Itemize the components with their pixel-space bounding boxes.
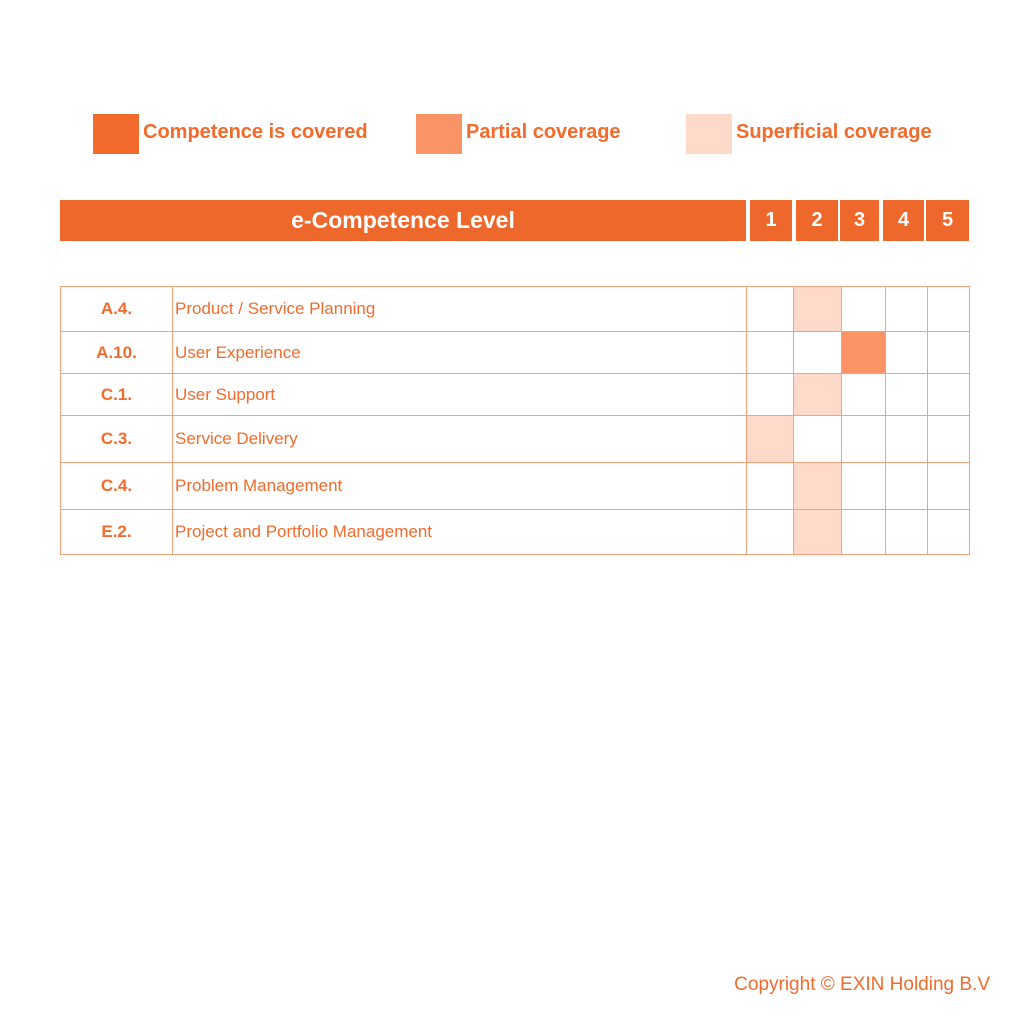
competence-name: User Experience [173, 332, 747, 374]
legend-swatch-superficial [686, 114, 732, 154]
competence-name: Problem Management [173, 463, 747, 510]
legend-item-partial [416, 114, 621, 154]
competence-code: C.3. [61, 416, 173, 463]
competence-name: Project and Portfolio Management [173, 510, 747, 555]
level-header-4: 4 [883, 200, 924, 241]
coverage-cell [747, 510, 794, 555]
coverage-cell [794, 332, 842, 374]
coverage-cell [794, 374, 842, 416]
legend-item-superficial [686, 114, 932, 154]
coverage-cell [842, 287, 886, 332]
level-header-3: 3 [840, 200, 879, 241]
coverage-cell [886, 510, 928, 555]
coverage-cell [928, 463, 970, 510]
competence-code: E.2. [61, 510, 173, 555]
table-row [61, 463, 970, 510]
coverage-cell [794, 416, 842, 463]
coverage-cell [842, 463, 886, 510]
competence-level-header: e-Competence Level [60, 200, 746, 241]
legend-swatch-covered [93, 114, 139, 154]
table-row [61, 510, 970, 555]
competence-code: A.10. [61, 332, 173, 374]
coverage-cell [747, 416, 794, 463]
legend-swatch-partial [416, 114, 462, 154]
level-header-2: 2 [796, 200, 838, 241]
level-header-1: 1 [750, 200, 792, 241]
coverage-cell [794, 510, 842, 555]
table-row [61, 332, 970, 374]
coverage-cell [842, 374, 886, 416]
coverage-cell [928, 510, 970, 555]
legend-label-partial: Partial coverage [466, 120, 621, 143]
coverage-cell [747, 374, 794, 416]
table-row [61, 374, 970, 416]
competence-code: A.4. [61, 287, 173, 332]
level-header-5: 5 [926, 200, 969, 241]
competence-code: C.1. [61, 374, 173, 416]
coverage-cell [886, 416, 928, 463]
table-row [61, 416, 970, 463]
legend-label-superficial: Superficial coverage [736, 120, 932, 143]
coverage-cell [886, 287, 928, 332]
coverage-cell [928, 374, 970, 416]
copyright-text: Copyright © EXIN Holding B.V [734, 974, 990, 995]
legend-item-covered [93, 114, 368, 154]
competence-name: Service Delivery [173, 416, 747, 463]
coverage-cell [842, 510, 886, 555]
coverage-cell [928, 416, 970, 463]
coverage-cell [928, 332, 970, 374]
coverage-cell [842, 332, 886, 374]
competence-table [60, 286, 970, 555]
table-row [61, 287, 970, 332]
competence-name: User Support [173, 374, 747, 416]
coverage-cell [928, 287, 970, 332]
coverage-cell [747, 287, 794, 332]
competence-code: C.4. [61, 463, 173, 510]
coverage-cell [886, 463, 928, 510]
coverage-cell [747, 332, 794, 374]
coverage-cell [842, 416, 886, 463]
coverage-cell [747, 463, 794, 510]
legend-label-covered: Competence is covered [143, 120, 368, 143]
competence-name: Product / Service Planning [173, 287, 747, 332]
coverage-cell [794, 287, 842, 332]
coverage-cell [794, 463, 842, 510]
coverage-cell [886, 374, 928, 416]
coverage-cell [886, 332, 928, 374]
